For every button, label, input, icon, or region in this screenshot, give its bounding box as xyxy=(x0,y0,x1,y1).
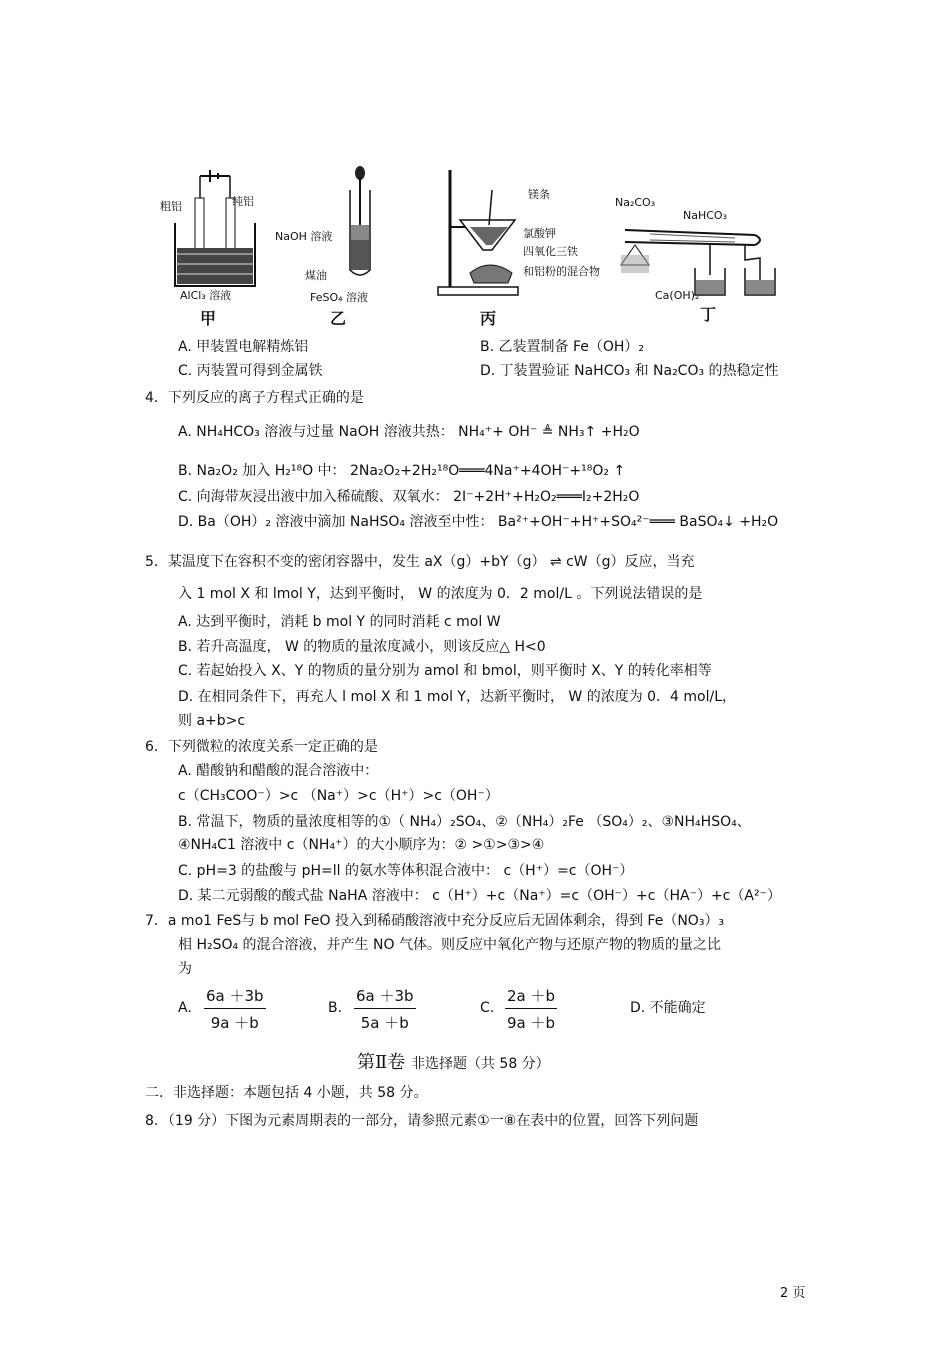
q4-stem: 4．下列反应的离子方程式正确的是 xyxy=(145,390,364,406)
section-title xyxy=(357,1048,550,1074)
fraction-numerator: 6a ＋3b xyxy=(354,985,416,1009)
q7-option-c-fraction xyxy=(505,985,557,1033)
figure-caption-yi: 乙 xyxy=(330,309,347,328)
figure-caption-bing: 丙 xyxy=(480,309,497,328)
fraction-numerator: 2a ＋b xyxy=(505,985,557,1009)
q6-option-d: D. 某二元弱酸的酸式盐 NaHA 溶液中： c（H⁺）+c（Na⁺）=c（OH⁻）+c（HA⁻）+c（A²⁻） xyxy=(178,888,781,904)
kerosene-label: 煤油 xyxy=(305,269,327,282)
fraction-denominator: 5a ＋b xyxy=(360,1014,409,1032)
q8-stem: 8．（19 分）下图为元素周期表的一部分，请参照元素①一⑧在表中的位置，回答下列问题 xyxy=(145,1113,699,1129)
test-tube-diagram xyxy=(340,165,380,285)
q6-stem: 6．下列微粒的浓度关系一定正确的是 xyxy=(145,739,378,755)
q7-stem-line1: 7．a mo1 FeS与 b mol FeO 投入到稀硝酸溶液中充分反应后无固体剩余，得到 Fe（NO₃）₃ xyxy=(145,913,725,929)
kclo3-label: 氯酸钾 xyxy=(523,227,556,240)
anode-label: 粗铝 xyxy=(160,200,182,213)
q4-option-c: C. 向海带灰浸出液中加入稀硫酸、双氧水： 2I⁻+2H⁺+H₂O₂═══I₂+2H₂O xyxy=(178,489,640,505)
q3-option-c: C. 丙装置可得到金属铁 xyxy=(178,363,323,379)
nahco3-label: NaHCO₃ xyxy=(683,209,727,222)
section-title-main: 第Ⅱ卷 xyxy=(357,1052,406,1073)
fraction-numerator: 6a ＋3b xyxy=(204,985,266,1009)
q4-option-a: A. NH₄HCO₃ 溶液与过量 NaOH 溶液共热： NH₄⁺+ OH⁻ ≜ NH₃↑ +H₂O xyxy=(178,424,640,440)
q7-option-b-label: B. xyxy=(328,1000,343,1016)
cathode-label: 纯铝 xyxy=(232,195,254,208)
q6-option-a-line1: A. 醋酸钠和醋酸的混合溶液中： xyxy=(178,763,379,779)
q5-stem-line1: 5．某温度下在容积不变的密闭容器中，发生 aX（g）+bY（g） ⇌ cW（g）反应，当充 xyxy=(145,554,695,570)
q3-option-a: A. 甲装置电解精炼铝 xyxy=(178,339,309,355)
q7-stem-line2: 相 H₂SO₄ 的混合溶液，并产生 NO 气体。则反应中氧化产物与还原产物的物质的量之比 xyxy=(178,937,721,953)
electrolysis-apparatus-diagram xyxy=(160,168,270,298)
q4-option-d: D. Ba（OH）₂ 溶液中滴加 NaHSO₄ 溶液至中性： Ba²⁺+OH⁻+H⁺+SO₄²⁻═══ BaSO₄↓ +H₂O xyxy=(178,514,779,530)
caoh2-label: Ca(OH)₂ xyxy=(655,289,700,302)
aluminum-mix-label: 和铝粉的混合物 xyxy=(523,265,600,278)
fraction-denominator: 9a ＋b xyxy=(210,1014,259,1032)
q7-option-a-fraction xyxy=(204,985,266,1033)
q6-option-c: C. pH=3 的盐酸与 pH=ll 的氨水等体积混合液中： c（H⁺）=c（OH⁻） xyxy=(178,863,634,879)
q5-option-b: B. 若升高温度， W 的物质的量浓度减小，则该反应△ H<0 xyxy=(178,639,546,655)
q5-stem-line2: 入 1 mol X 和 lmol Y，达到平衡时， W 的浓度为 0．2 mol/L 。下列说法错误的是 xyxy=(178,586,703,602)
thermite-apparatus-diagram xyxy=(430,165,520,300)
section-title-sub: 非选择题（共 58 分） xyxy=(410,1056,550,1072)
fraction-denominator: 9a ＋b xyxy=(507,1014,556,1032)
q5-option-d-line1: D. 在相同条件下，再充人 l mol X 和 1 mol Y，达新平衡时， W 的浓度为 0．4 mol/L， xyxy=(178,689,737,705)
na2co3-label: Na₂CO₃ xyxy=(615,196,656,209)
q7-stem-line3: 为 xyxy=(178,961,192,977)
figure-caption-ding: 丁 xyxy=(700,305,717,324)
q7-option-b-fraction xyxy=(354,985,416,1033)
section-intro: 二．非选择题：本题包括 4 小题，共 58 分。 xyxy=(145,1085,428,1101)
magnesium-label: 镁条 xyxy=(528,188,550,201)
q6-option-a-line2: c（CH₃COO⁻）>c （Na⁺）>c（H⁺）>c（OH⁻） xyxy=(178,788,499,804)
figure-caption-jia: 甲 xyxy=(200,309,217,328)
q5-option-a: A. 达到平衡时，消耗 b mol Y 的同时消耗 c mol W xyxy=(178,614,501,630)
fe3o4-label: 四氧化三铁 xyxy=(523,245,578,258)
electrolyte-label: AlCl₃ 溶液 xyxy=(180,289,232,302)
q6-option-b-line1: B. 常温下，物质的量浓度相等的①（ NH₄）₂SO₄、②（NH₄）₂Fe （SO₄）₂、③NH₄HSO₄、 xyxy=(178,814,751,830)
q7-option-a-label: A. xyxy=(178,1000,192,1016)
q6-option-b-line2: ④NH₄C1 溶液中 c（NH₄⁺）的大小顺序为：② >①>③>④ xyxy=(178,837,545,853)
q5-option-d-line2: 则 a+b>c xyxy=(178,713,246,729)
q4-option-b: B. Na₂O₂ 加入 H₂¹⁸O 中： 2Na₂O₂+2H₂¹⁸O═══4Na⁺+4OH⁻+¹⁸O₂ ↑ xyxy=(178,463,626,479)
q3-option-b: B. 乙装置制备 Fe（OH）₂ xyxy=(480,339,645,355)
q7-option-c-label: C. xyxy=(480,1000,495,1016)
page-number: 2 页 xyxy=(780,1286,806,1301)
q3-option-d: D. 丁装置验证 NaHCO₃ 和 Na₂CO₃ 的热稳定性 xyxy=(480,363,779,379)
naoh-label: NaOH 溶液 xyxy=(275,230,333,243)
q7-option-d: D. 不能确定 xyxy=(630,1000,706,1016)
q5-option-c: C. 若起始投入 X、Y 的物质的量分别为 amol 和 bmol，则平衡时 X、Y 的转化率相等 xyxy=(178,663,712,679)
feso4-label: FeSO₄ 溶液 xyxy=(310,291,369,304)
